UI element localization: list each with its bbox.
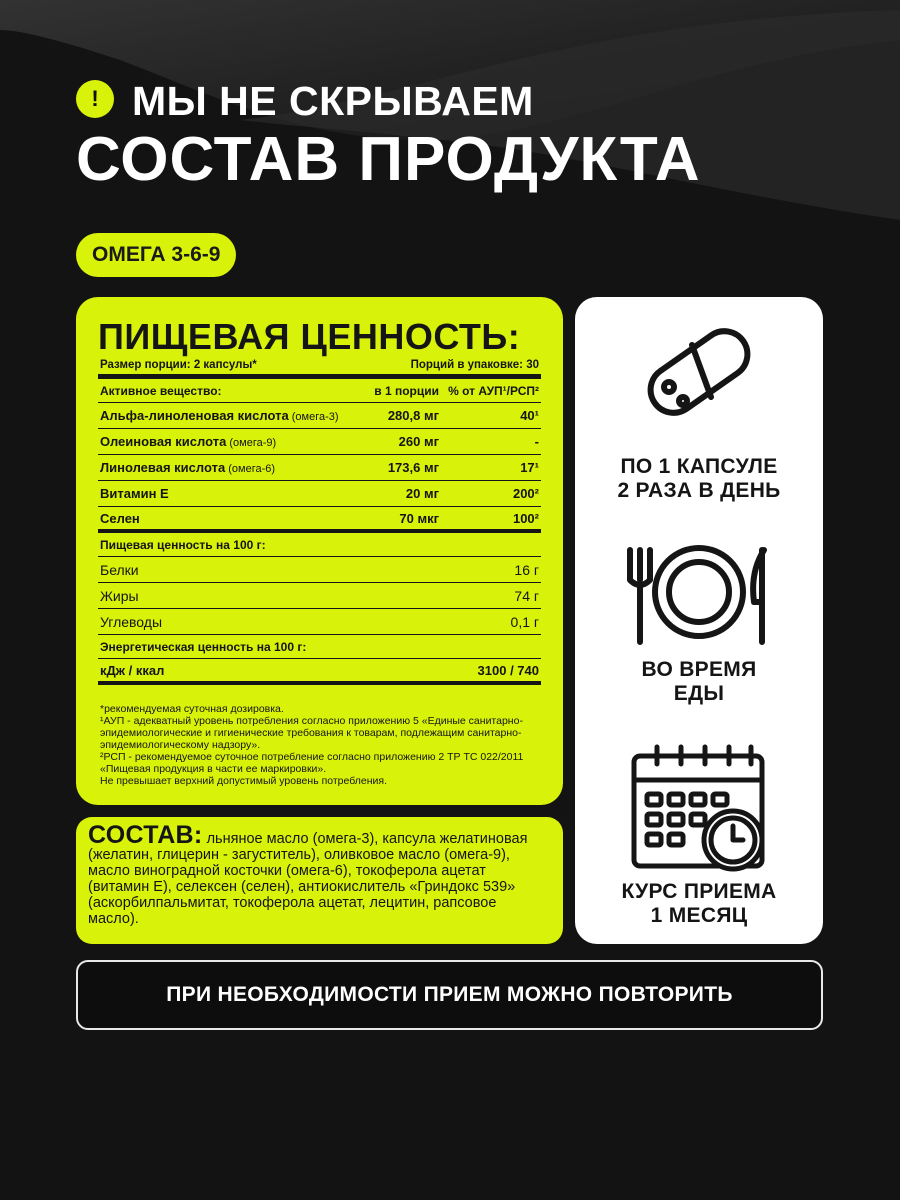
macro-value: 0,1 г [510,613,539,630]
footnote: *рекомендуемая суточная дозировка. [100,703,284,715]
repeat-course-note: ПРИ НЕОБХОДИМОСТИ ПРИЕМ МОЖНО ПОВТОРИТЬ [76,960,823,1030]
usage-meal-text: ВО ВРЕМЯ ЕДЫ [641,658,757,705]
row-amount: 20 мг [405,486,439,501]
composition-label: СОСТАВ: [88,821,203,849]
energy-row [98,659,541,685]
table-header [98,379,541,403]
row-amount: 280,8 мг [387,408,439,423]
table-row [98,507,541,533]
energy-unit: кДж / ккал [100,662,165,678]
row-name: Альфа-линоленовая кислота [100,408,289,423]
table-row [98,481,541,507]
macro-name: Жиры [100,587,139,604]
nutrition-card [76,297,563,805]
footnote: Не превышает верхний допустимый уровень потребления. [100,775,388,787]
row-percent: 17¹ [520,460,539,475]
capsule-icon [639,317,759,427]
footnote: ¹АУП - адекватный уровень потребления согласно приложению 5 «Единые санитарно-эпидемиологические и гигиенические требования к товарам, подлежащим санитарно-эпидемиологическому надзору». [100,715,523,751]
row-amount: 173,6 мг [387,460,439,475]
footnotes [98,703,541,787]
serving-info [98,359,541,379]
header-line-2: СОСТАВ ПРОДУКТА [76,125,701,194]
serving-size: Размер порции: 2 капсулы* [100,359,257,371]
col-per-serving: в 1 порции [374,383,439,398]
usage-capsule-text: ПО 1 КАПСУЛЕ 2 РАЗА В ДЕНЬ [617,455,781,502]
usage-course-text: КУРС ПРИЕМА 1 МЕСЯЦ [621,880,777,927]
energy-value: 3100 / 740 [477,662,539,678]
col-substance: Активное вещество: [100,383,222,398]
row-percent: - [534,434,539,449]
macro-name: Белки [100,561,139,578]
nutrition-title: ПИЩЕВАЯ ЦЕННОСТЬ: [98,316,521,357]
table-row [98,429,541,455]
usage-card [575,297,823,944]
composition-card [76,817,563,944]
table-row [98,455,541,481]
servings-per-pack: Порций в упаковке: 30 [410,359,539,371]
macro-row [98,583,541,609]
table-row [98,403,541,429]
plate-cutlery-icon [624,542,774,648]
row-percent: 40¹ [520,408,539,423]
calendar-clock-icon [629,742,769,877]
row-note: (омега-3) [288,411,339,423]
exclamation-icon: ! [76,80,114,118]
footnote: ²РСП - рекомендуемое суточное потребление согласно приложению 2 ТР ТС 022/2011 «Пищевая продукция в части ее маркировки». [100,751,524,775]
row-amount: 70 мкг [399,510,439,526]
macro-row [98,609,541,635]
row-amount: 260 мг [398,434,439,449]
macro-row [98,557,541,583]
row-name: Витамин E [100,486,169,501]
row-name: Олеиновая кислота [100,434,227,449]
row-percent: 100² [512,510,539,526]
energy-heading: Энергетическая ценность на 100 г: [98,635,541,659]
row-percent: 200² [512,486,539,501]
composition-text: льняное масло (омега-3), капсула желатиновая (желатин, глицерин - загуститель), оливковое масло (омега-9), масло виноградной косточки (омега-6), токоферола ацетат (витамин Е), селексен (селен), антиокислитель «Гриндокс 539» (аскорбилпальмитат, токоферола ацетат, лецитин, рапсовое масло). [88,831,528,927]
per100-heading: Пищевая ценность на 100 г: [98,533,541,557]
col-percent: % от АУП¹/РСП² [448,383,539,398]
macro-value: 74 г [514,587,539,604]
macro-name: Углеводы [100,613,163,630]
header-line-1: МЫ НЕ СКРЫВАЕМ [132,78,534,124]
row-name: Линолевая кислота [100,460,226,475]
row-note: (омега-6) [225,463,276,475]
row-note: (омега-9) [226,437,277,449]
row-name: Селен [100,510,140,526]
product-name-pill: ОМЕГА 3-6-9 [76,233,236,277]
macro-value: 16 г [514,561,539,578]
